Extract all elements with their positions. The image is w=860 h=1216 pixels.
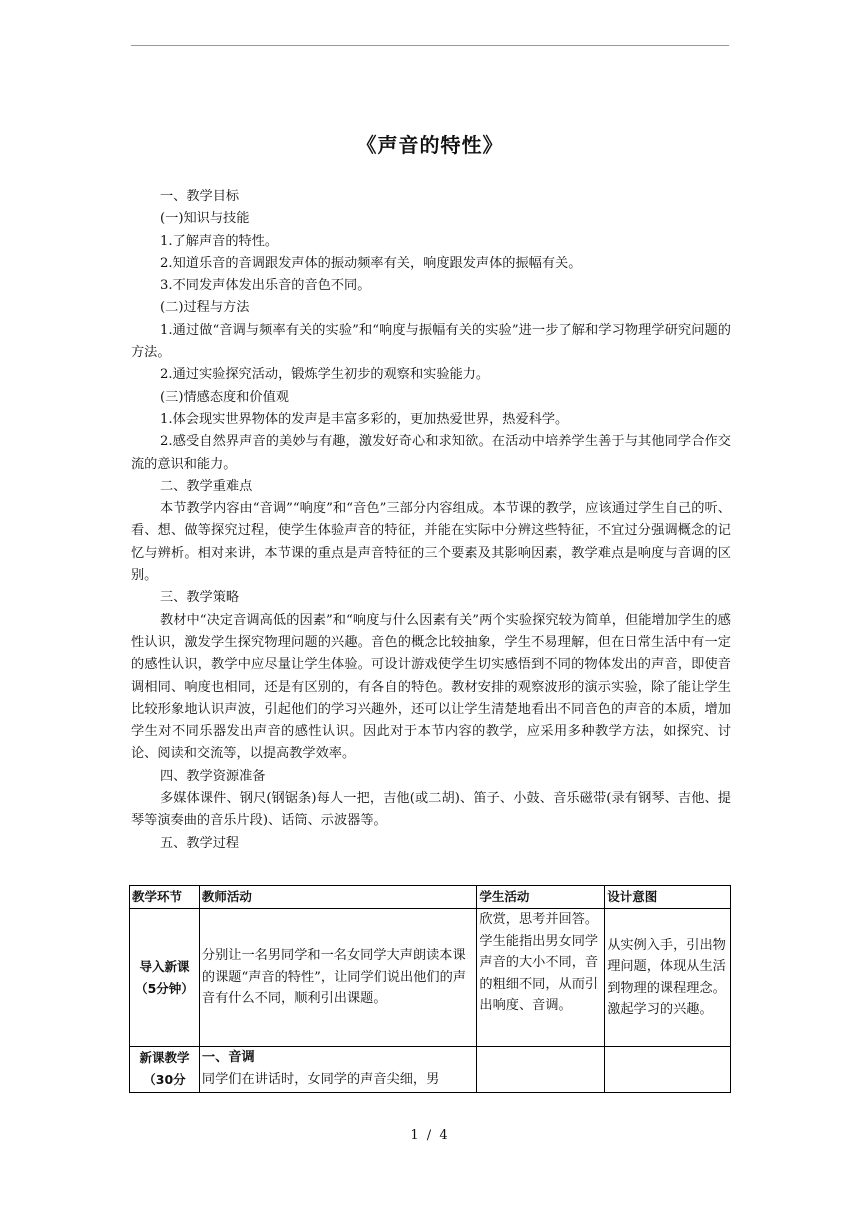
table-header-row bbox=[130, 886, 731, 909]
paragraph: 教材中“决定音调高低的因素”和“响度与什么因素有关”两个实验探究较为简单，但能增加学生的感性认识，激发学生探究物理问题的兴趣。音色的概念比较抽象，学生不易理解，但在日常生活中有一定的感性认识，教学中应尽量让学生体验。可设计游戏使学生切实感悟到不同的物体发出的声音，即使音调相同、响度也相同，还是有区别的，有各自的特色。教材安排的观察波形的演示实验，除了能让学生比较形象地认识声波，引起他们的学习兴趣外，还可以让学生清楚地看出不同音色的声音的本质，增加学生对不同乐器发出声音的感性认识。因此对于本节内容的教学，应采用多种教学方法，如探究、讨论、阅读和交流等，以提高教学效率。 bbox=[131, 612, 731, 762]
page-number: 1 / 4 bbox=[410, 1128, 450, 1143]
table-header-cell: 教学环节 bbox=[130, 886, 200, 909]
paragraph: 本节教学内容由“音调”“响度”和“音色”三部分内容组成。本节课的教学，应该通过学生自己的听、看、想、做等探究过程，使学生体验声音的特征，并能在实际中分辨这些特征，不宜过分强调概念的记忆与辨析。相对来讲，本节课的重点是声音特征的三个要素及其影响因素，教学难点是响度与音调的区别。 bbox=[131, 501, 731, 584]
paragraph: 3.不同发声体发出乐音的音色不同。 bbox=[160, 278, 371, 294]
paragraph: 四、教学资源准备 bbox=[160, 768, 266, 784]
teaching-process-table bbox=[129, 885, 731, 1093]
table-header-cell: 学生活动 bbox=[477, 886, 605, 909]
design-intent-cell bbox=[605, 1047, 731, 1093]
document-body bbox=[131, 186, 731, 855]
table-header-cell: 设计意图 bbox=[605, 886, 731, 909]
stage-cell: 导入新课（5分钟） bbox=[130, 909, 200, 1047]
teacher-activity-cell bbox=[199, 1047, 476, 1093]
section-subheading: 一、音调 bbox=[201, 1050, 255, 1065]
table-row bbox=[130, 909, 731, 1047]
document-title: 《声音的特性》 bbox=[356, 133, 504, 157]
paragraph: 二、教学重难点 bbox=[160, 478, 253, 494]
paragraph: 三、教学策略 bbox=[160, 590, 240, 606]
paragraph: 1.了解声音的特性。 bbox=[160, 233, 279, 249]
paragraph: 多媒体课件、钢尺(钢锯条)每人一把，吉他(或二胡)、笛子、小鼓、音乐磁带(录有钢琴、吉他、提琴等演奏曲的音乐片段)、话筒、示波器等。 bbox=[131, 791, 731, 829]
teacher-activity-text: 同学们在讲话时，女同学的声音尖细，男 bbox=[201, 1071, 440, 1087]
paragraph: 1.体会现实世界物体的发声是丰富多彩的，更加热爱世界，热爱科学。 bbox=[160, 411, 569, 427]
student-activity-cell: 欣赏，思考并回答。学生能指出男女同学声音的大小不同，音的粗细不同，从而引出响度、音调。 bbox=[477, 909, 605, 1047]
paragraph: 1.通过做“音调与频率有关的实验”和“响度与振幅有关的实验”进一步了解和学习物理学研究问题的方法。 bbox=[131, 322, 731, 361]
header-rule bbox=[131, 45, 729, 46]
paragraph: (一)知识与技能 bbox=[160, 211, 250, 227]
paragraph: 一、教学目标 bbox=[160, 189, 240, 204]
student-activity-cell bbox=[477, 1047, 605, 1093]
table-row bbox=[130, 1047, 731, 1093]
table-header-cell: 教师活动 bbox=[199, 886, 476, 909]
paragraph: (三)情感态度和价值观 bbox=[160, 389, 289, 405]
design-intent-cell: 从实例入手，引出物理问题，体现从生活到物理的课程理念。激起学习的兴趣。 bbox=[605, 909, 731, 1047]
paragraph: (二)过程与方法 bbox=[160, 300, 250, 316]
paragraph: 2.感受自然界声音的美妙与有趣，激发好奇心和求知欲。在活动中培养学生善于与其他同学合作交流的意识和能力。 bbox=[131, 434, 731, 472]
paragraph: 2.通过实验探究活动，锻炼学生初步的观察和实验能力。 bbox=[160, 367, 490, 383]
teacher-activity-cell: 分别让一名男同学和一名女同学大声朗读本课的课题“声音的特性”，让同学们说出他们的声音有什么不同，顺利引出课题。 bbox=[199, 909, 476, 1047]
paragraph: 五、教学过程 bbox=[160, 835, 240, 851]
paragraph: 2.知道乐音的音调跟发声体的振动频率有关，响度跟发声体的振幅有关。 bbox=[160, 255, 582, 271]
stage-cell: 新课教学（30分 bbox=[130, 1047, 200, 1093]
